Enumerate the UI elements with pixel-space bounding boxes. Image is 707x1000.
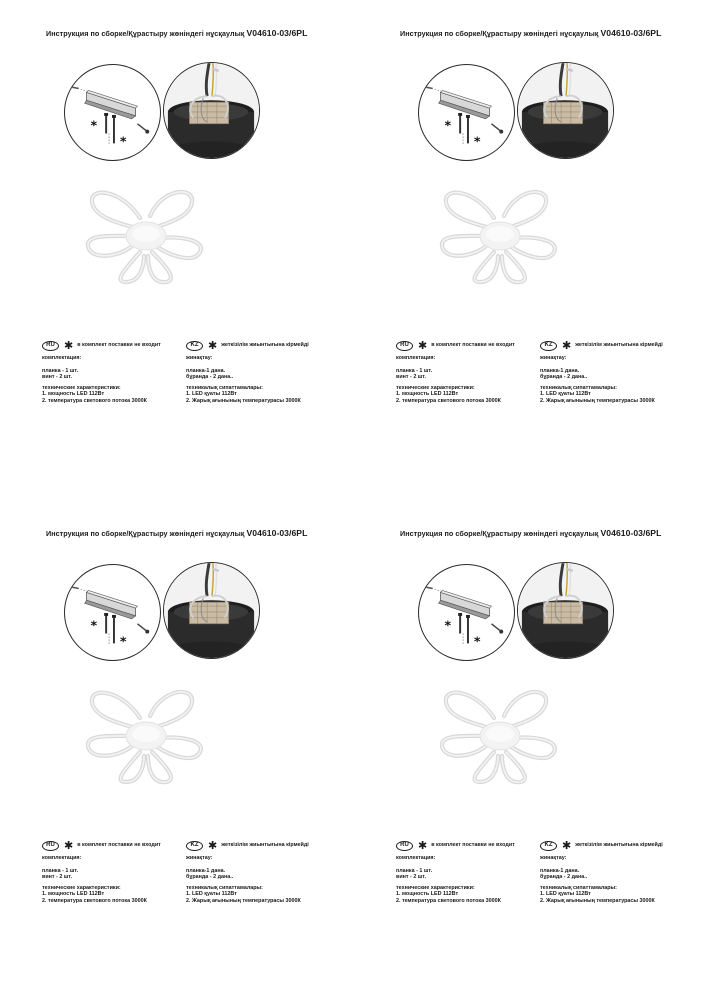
canopy-wiring-photo <box>518 563 613 658</box>
kz-badge: KZ <box>540 841 557 851</box>
spec-item: 1. LED қуаты 112Вт <box>540 891 591 898</box>
kit-item: планка-1 дана. <box>540 867 580 874</box>
instruction-sheet <box>354 0 707 500</box>
kit-heading: комплектация: <box>42 355 82 361</box>
kit-item: винт - 2 шт. <box>42 874 72 881</box>
sheet-title: Инструкция по сборке/Құрастыру жөніндегі нұсқаулық V04610-03/6PL <box>400 28 662 38</box>
star-icon: ✱ <box>208 839 218 852</box>
specs-heading: технические характеристики: <box>42 384 121 391</box>
spec-item: 1. мощность LED 112Вт <box>42 891 105 898</box>
ru-badge: RU <box>42 341 59 351</box>
bracket-diagram <box>64 564 161 661</box>
flower-ring-chandelier <box>436 680 561 785</box>
star-icon: ✱ <box>562 839 572 852</box>
kit-item: планка-1 дана. <box>186 867 226 874</box>
canopy-wiring-photo <box>518 63 613 158</box>
mounting-bracket-icon <box>65 565 160 660</box>
kit-item: планка - 1 шт. <box>42 367 79 374</box>
spec-item: 1. LED қуаты 112Вт <box>186 891 237 898</box>
kit-item: планка - 1 шт. <box>396 367 433 374</box>
specs-heading: техникалық сипаттамалары: <box>540 884 617 891</box>
kit-item: винт - 2 шт. <box>396 874 426 881</box>
instruction-sheet <box>354 500 707 1000</box>
spec-item: 2. температура светового потока 3000К <box>396 397 501 404</box>
kit-heading: комплектация: <box>396 355 436 361</box>
spec-item: 1. LED қуаты 112Вт <box>186 391 237 398</box>
specs-heading: техникалық сипаттамалары: <box>186 384 263 391</box>
ru-badge: RU <box>396 841 413 851</box>
bracket-diagram <box>418 564 515 661</box>
spec-item: 2. температура светового потока 3000К <box>42 397 147 404</box>
star-icon: ✱ <box>208 339 218 352</box>
chandelier-image <box>436 180 561 285</box>
kit-heading: жинақтау: <box>540 355 567 361</box>
star-icon: ✱ <box>64 339 74 352</box>
model-number: V04610-03/6PL <box>246 528 308 538</box>
not-included-note: в комплект поставки не входит <box>431 342 515 349</box>
spec-kz <box>186 340 346 405</box>
not-included-note: жеткізілім жиынтығына кірмейді <box>575 342 663 349</box>
spec-item: 2. температура светового потока 3000К <box>42 897 147 904</box>
spec-item: 2. Жарық ағынының температурасы 3000К <box>540 897 655 904</box>
model-number: V04610-03/6PL <box>600 528 662 538</box>
ru-badge: RU <box>396 341 413 351</box>
sheet-title: Инструкция по сборке/Құрастыру жөніндегі нұсқаулық V04610-03/6PL <box>46 28 308 38</box>
kit-item: планка - 1 шт. <box>396 867 433 874</box>
kit-heading: жинақтау: <box>540 855 567 861</box>
instruction-sheet <box>0 0 353 500</box>
canopy-wiring-photo <box>164 563 259 658</box>
flower-ring-chandelier <box>82 680 207 785</box>
kit-item: бұранда - 2 дана.. <box>186 374 234 381</box>
instruction-sheet <box>0 500 353 1000</box>
kit-item: винт - 2 шт. <box>396 374 426 381</box>
kit-item: бұранда - 2 дана.. <box>540 374 588 381</box>
mounting-bracket-icon <box>65 65 160 160</box>
spec-item: 1. мощность LED 112Вт <box>396 391 459 398</box>
spec-item: 2. Жарық ағынының температурасы 3000К <box>186 397 301 404</box>
spec-item: 1. мощность LED 112Вт <box>42 391 105 398</box>
not-included-note: жеткізілім жиынтығына кірмейді <box>221 842 309 849</box>
not-included-note: жеткізілім жиынтығына кірмейді <box>575 842 663 849</box>
kz-badge: KZ <box>186 841 203 851</box>
bracket-diagram <box>418 64 515 161</box>
kit-item: бұранда - 2 дана.. <box>186 874 234 881</box>
kit-heading: жинақтау: <box>186 855 213 861</box>
spec-item: 1. мощность LED 112Вт <box>396 891 459 898</box>
star-icon: ✱ <box>562 339 572 352</box>
spec-item: 2. температура светового потока 3000К <box>396 897 501 904</box>
spec-kz <box>540 840 700 905</box>
specs-heading: техникалық сипаттамалары: <box>540 384 617 391</box>
kit-heading: комплектация: <box>42 855 82 861</box>
chandelier-image <box>82 680 207 785</box>
canopy-wiring-photo <box>164 63 259 158</box>
not-included-note: жеткізілім жиынтығына кірмейді <box>221 342 309 349</box>
star-icon: ✱ <box>64 839 74 852</box>
not-included-note: в комплект поставки не входит <box>77 342 161 349</box>
chandelier-image <box>436 680 561 785</box>
specs-heading: техникалық сипаттамалары: <box>186 884 263 891</box>
spec-kz <box>540 340 700 405</box>
not-included-note: в комплект поставки не входит <box>77 842 161 849</box>
mounting-bracket-icon <box>419 565 514 660</box>
model-number: V04610-03/6PL <box>246 28 308 38</box>
bracket-diagram <box>64 64 161 161</box>
canopy-photo <box>517 562 614 659</box>
flower-ring-chandelier <box>82 180 207 285</box>
specs-heading: технические характеристики: <box>396 384 475 391</box>
kit-item: планка - 1 шт. <box>42 867 79 874</box>
sheet-title: Инструкция по сборке/Құрастыру жөніндегі нұсқаулық V04610-03/6PL <box>46 528 308 538</box>
spec-ru <box>42 840 184 905</box>
spec-kz <box>186 840 346 905</box>
spec-item: 2. Жарық ағынының температурасы 3000К <box>186 897 301 904</box>
model-number: V04610-03/6PL <box>600 28 662 38</box>
flower-ring-chandelier <box>436 180 561 285</box>
kit-item: планка-1 дана. <box>540 367 580 374</box>
kit-item: бұранда - 2 дана.. <box>540 874 588 881</box>
spec-item: 1. LED қуаты 112Вт <box>540 391 591 398</box>
kit-heading: жинақтау: <box>186 355 213 361</box>
spec-ru <box>42 340 184 405</box>
specs-heading: технические характеристики: <box>396 884 475 891</box>
canopy-photo <box>517 62 614 159</box>
mounting-bracket-icon <box>419 65 514 160</box>
kit-heading: комплектация: <box>396 855 436 861</box>
ru-badge: RU <box>42 841 59 851</box>
spec-item: 2. Жарық ағынының температурасы 3000К <box>540 397 655 404</box>
not-included-note: в комплект поставки не входит <box>431 842 515 849</box>
kz-badge: KZ <box>540 341 557 351</box>
star-icon: ✱ <box>418 339 428 352</box>
star-icon: ✱ <box>418 839 428 852</box>
specs-heading: технические характеристики: <box>42 884 121 891</box>
chandelier-image <box>82 180 207 285</box>
canopy-photo <box>163 562 260 659</box>
canopy-photo <box>163 62 260 159</box>
spec-ru <box>396 840 538 905</box>
kz-badge: KZ <box>186 341 203 351</box>
kit-item: планка-1 дана. <box>186 367 226 374</box>
sheet-title: Инструкция по сборке/Құрастыру жөніндегі нұсқаулық V04610-03/6PL <box>400 528 662 538</box>
kit-item: винт - 2 шт. <box>42 374 72 381</box>
spec-ru <box>396 340 538 405</box>
